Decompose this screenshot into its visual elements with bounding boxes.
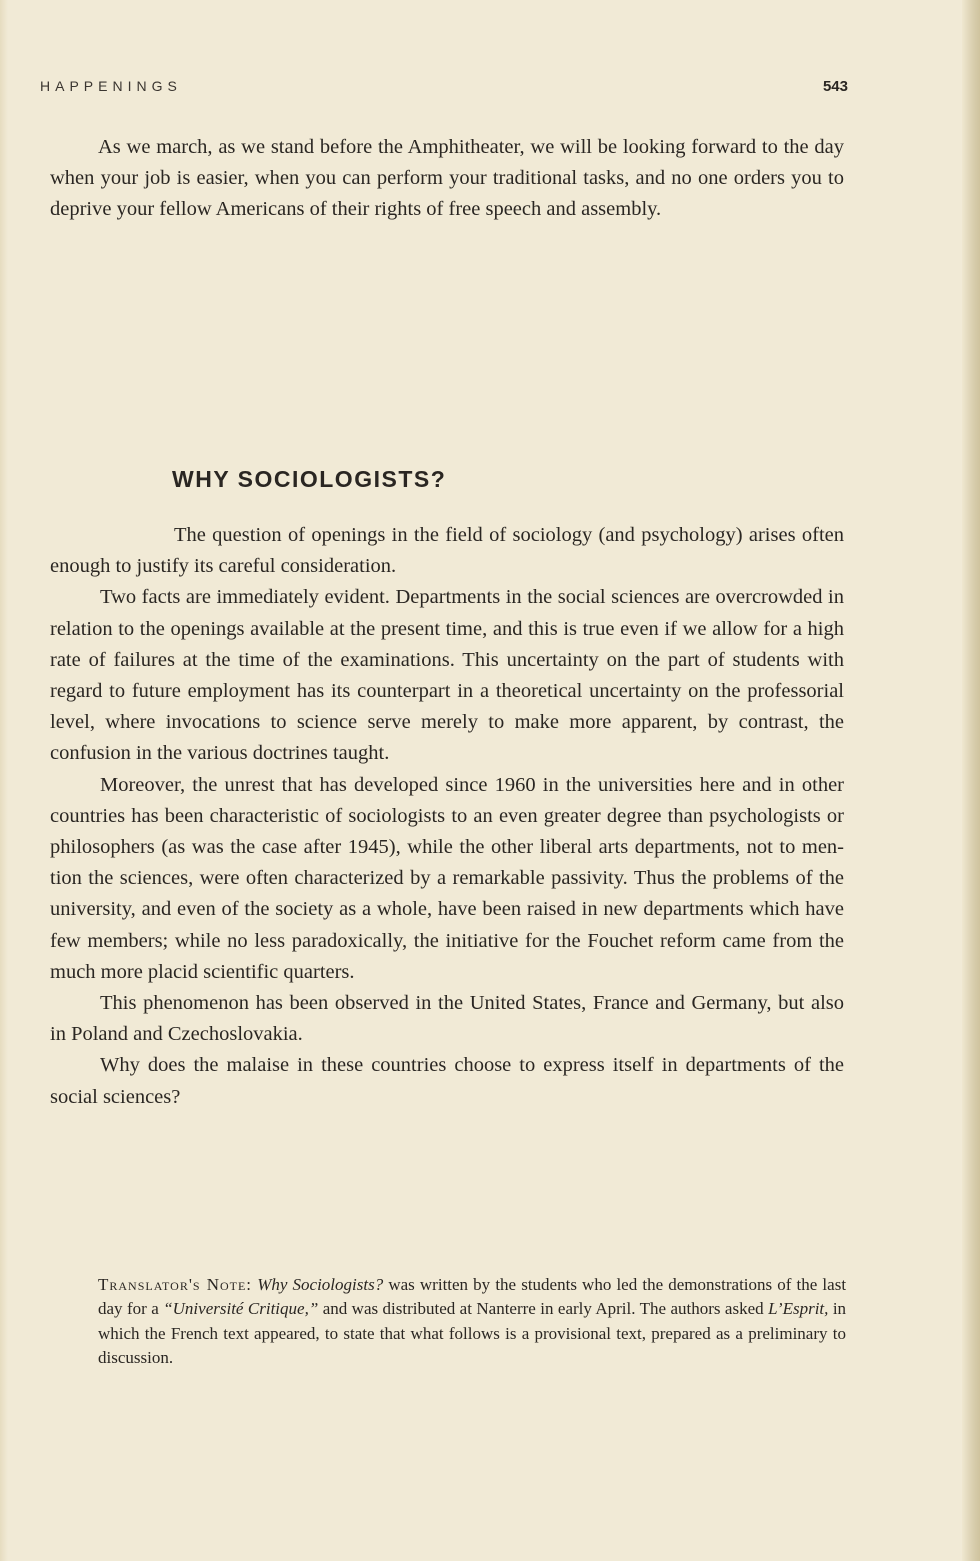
body-paragraph: The question of openings in the field of sociology (and psychology) arises often enough to justify its careful consideration. (50, 524, 844, 578)
translator-note (98, 1273, 846, 1371)
section-label: HAPPENINGS (40, 78, 182, 94)
note-journal-italic: L’Esprit, (768, 1299, 829, 1319)
translator-note-label: Translator's Note: (98, 1275, 253, 1294)
note-text: was written by the students who led the demonstrations of the last day for a (98, 1275, 847, 1319)
note-text: in which the French text appeared, to state that what follows is a provisional text, prepared as a preliminary to discussion. (98, 1299, 847, 1368)
note-title-italic: Why Sociologists? (257, 1275, 384, 1294)
page-left-edge (0, 0, 8, 1561)
article-title: WHY SOCIOLOGISTS? (172, 466, 447, 492)
running-head (40, 78, 848, 100)
page-number: 543 (822, 78, 848, 95)
page-right-edge (962, 0, 980, 1561)
note-quoted-italic: “Université Critique,” (163, 1299, 319, 1319)
body-paragraph: Two facts are immediately evident. Departments in the social sciences are overcrowded in relation to the openings available at the present time, and this is true even if we allow for a high rate of failures at the time of the examinations. This uncertainty on the part of students with regard to future employment has its counterpart in a theoretical uncertainty on the professorial level, where invocations to science serve merely to make more apparent, by contrast, the confusion in the various doctrines taught. (50, 586, 844, 765)
note-text: and was distributed at Nanterre in early April. The authors asked (322, 1299, 764, 1319)
article-body (50, 520, 844, 1113)
opening-paragraph: As we march, as we stand before the Amphitheater, we will be looking forward to the day when your job is easier, when you can perform your traditional tasks, and no one orders you to deprive your fellow Americans of their rights of free speech and assembly. (50, 136, 844, 221)
body-paragraph: This phenomenon has been observed in the United States, France and Germany, but also in Poland and Czechoslovakia. (50, 992, 844, 1046)
body-paragraph: Moreover, the unrest that has developed since 1960 in the universities here and in other countries has been characteristic of sociologists to an even greater degree than psychologists or philosophers (as was the case after 1945), while the other liberal arts departments, not to mention the sciences, were often characterized by a remarkable passivity. Thus the problems of the university, and even of the society as a whole, have been raised in new departments which have few members; while no less paradoxically, the initiative for the Fouchet reform came from the much more placid scientific quarters. (50, 773, 844, 983)
body-paragraph: Why does the malaise in these countries choose to express itself in departments of the social sciences? (50, 1054, 844, 1108)
opening-text (50, 132, 844, 226)
